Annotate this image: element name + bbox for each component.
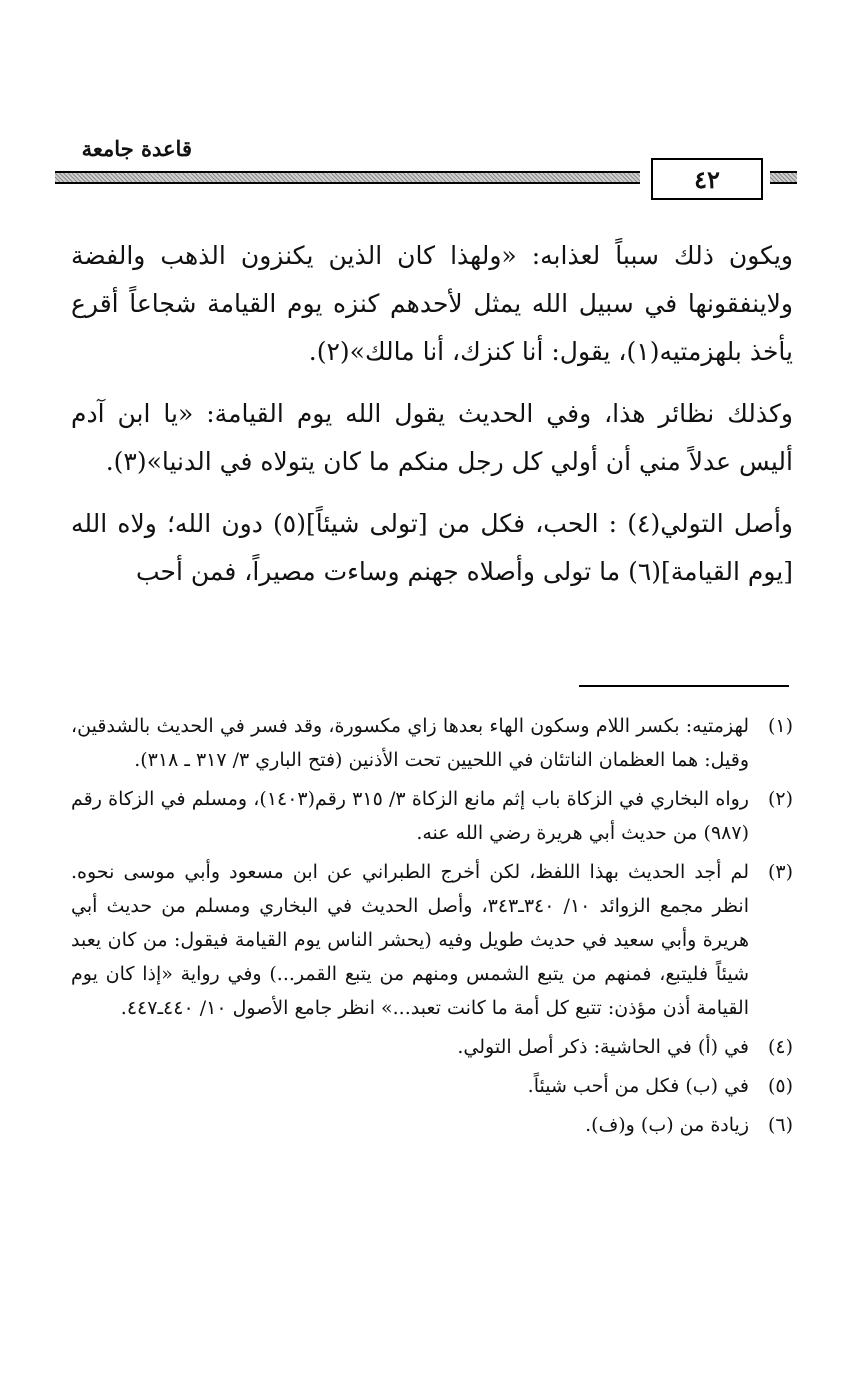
footnote-3 [71,855,793,1025]
paragraph-3: وأصل التولي(٤) : الحب، فكل من [تولى شيئاً](٥) دون الله؛ ولاه الله [يوم القيامة](٦) ما تولى وأصلاه جهنم وساءت مصيراً، فمن أحب [71,509,793,586]
main-text [71,232,793,596]
footnote-number: (٣) [767,861,793,883]
header-rule-left [55,171,640,184]
footnote-text: لم أجد الحديث بهذا اللفظ، لكن أخرج الطبراني عن ابن مسعود وأبي موسى نحوه. انظر مجمع الزوائد ١٠/ ٣٤٠ـ٣٤٣، وأصل الحديث في البخاري ومسلم من حديث أبي هريرة وأبي سعيد في حديث طويل وفيه (يحشر الناس يوم القيامة فيقول: من كان يعبد شيئاً فليتبع، فمنهم من يتبع الشمس ومنهم من يتبع القمر...) وفي رواية «إذا كان يوم القيامة أذن مؤذن: تتبع كل أمة ما كانت تعبد...» انظر جامع الأصول ١٠/ ٤٤٠ـ٤٤٧. [71,861,749,1019]
footnote-separator [579,685,789,687]
footnote-6 [71,1108,793,1142]
footnote-text: في (أ) في الحاشية: ذكر أصل التولي. [457,1036,749,1058]
paragraph-2: وكذلك نظائر هذا، وفي الحديث يقول الله يوم القيامة: «يا ابن آدم أليس عدلاً مني أن أولي كل رجل منكم ما كان يتولاه في الدنيا»(٣). [71,399,793,476]
footnote-number: (٥) [767,1075,793,1097]
footnote-text: رواه البخاري في الزكاة باب إثم مانع الزكاة ٣/ ٣١٥ رقم(١٤٠٣)، ومسلم في الزكاة رقم (٩٨٧) من حديث أبي هريرة رضي الله عنه. [71,788,749,844]
page-number: ٤٢ [651,158,763,200]
running-title: قاعدة جامعة [81,136,192,161]
footnote-number: (١) [767,715,793,737]
footnote-text: زيادة من (ب) و(ف). [585,1114,749,1136]
footnote-text: في (ب) فكل من أحب شيئاً. [527,1075,749,1097]
footnote-number: (٤) [767,1036,793,1058]
paragraph-1: ويكون ذلك سبباً لعذابه: «ولهذا كان الذين يكنزون الذهب والفضة ولاينفقونها في سبيل الله يمثل لأحدهم كنزه يوم القيامة شجاعاً أقرع يأخذ بلهزمتيه(١)، يقول: أنا كنزك، أنا مالك»(٢). [71,241,793,366]
footnote-1 [71,709,793,777]
footnote-number: (٢) [767,788,793,810]
footnote-number: (٦) [767,1114,793,1136]
header-rule-right [770,171,797,184]
footnotes [71,709,793,1147]
footnote-5 [71,1069,793,1103]
footnote-4 [71,1030,793,1064]
footnote-2 [71,782,793,850]
footnote-text: لهزمتيه: بكسر اللام وسكون الهاء بعدها زاي مكسورة، وقد فسر في الحديث بالشدقين، وقيل: هما العظمان الناتئان في اللحيين تحت الأذنين (فتح الباري ٣/ ٣١٧ ـ ٣١٨). [71,715,749,771]
